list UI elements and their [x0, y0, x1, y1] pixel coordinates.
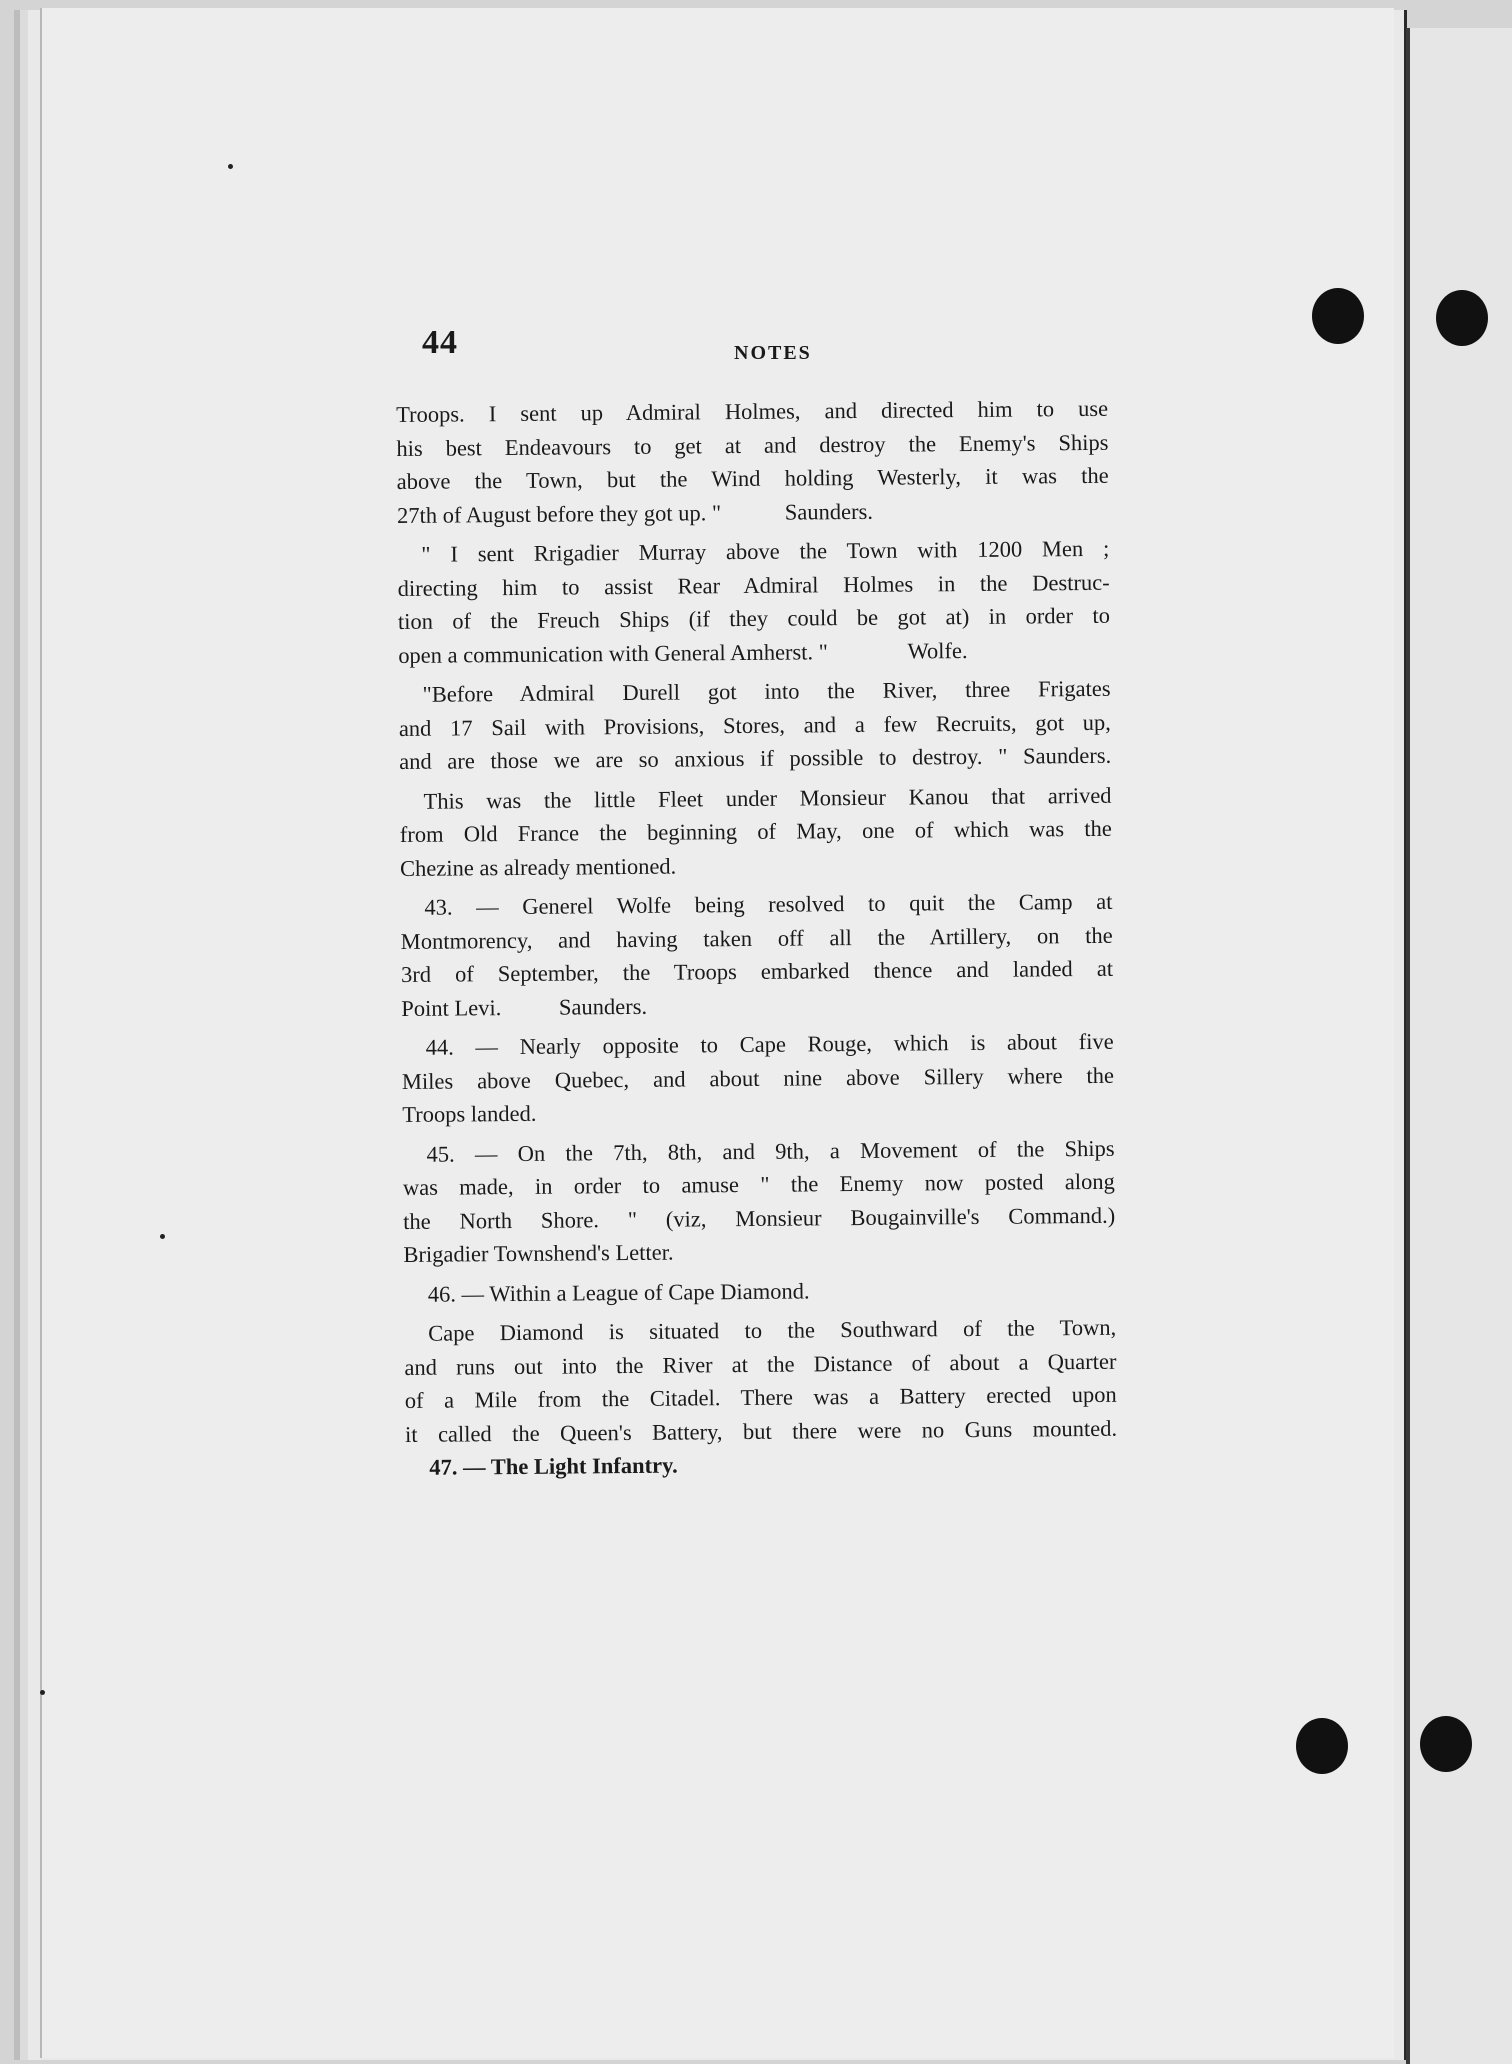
- attribution: Saunders.: [558, 993, 648, 1020]
- text-fragment: Point Levi.: [401, 994, 502, 1021]
- notes-body: [396, 392, 1117, 1485]
- text-line: "Before Admiral Durell got into the River, three Frigates: [422, 675, 1111, 707]
- text-line: and 17 Sail with Provisions, Stores, and a few Recruits, got up,: [398, 709, 1111, 741]
- running-head: NOTES: [734, 342, 812, 364]
- text-line: " I sent Rrigadier Murray above the Town with 1200 Men ;: [421, 535, 1110, 567]
- text-line: from Old France the beginning of May, one of which was the: [399, 815, 1112, 847]
- text-fragment: open a communication with General Amherst. ": [398, 638, 829, 668]
- text-line: This was the little Fleet under Monsieur Kanou that arrived: [423, 782, 1112, 814]
- text-line: directing him to assist Rear Admiral Holmes in the Destruc-: [397, 569, 1110, 601]
- text-line: 3rd of September, the Troops embarked thence and landed at: [400, 955, 1114, 987]
- text-line: the North Shore. " (viz, Monsieur Bougainville's Command.): [403, 1202, 1116, 1234]
- text-line: 43. — Generel Wolfe being resolved to quit the Camp at: [424, 888, 1113, 920]
- text-line: Miles above Quebec, and about nine above Sillery where the: [401, 1062, 1115, 1094]
- text-line: and runs out into the River at the Distance of about a Quarter: [404, 1348, 1117, 1380]
- binder-hole-icon: [1312, 288, 1364, 344]
- text-line: Brigadier Townshend's Letter.: [403, 1239, 674, 1267]
- attribution: Wolfe.: [907, 637, 968, 664]
- text-line: tion of the Freuch Ships (if they could be got at) in order to: [397, 602, 1111, 634]
- text-line: 44. — Nearly opposite to Cape Rouge, which is about five: [425, 1028, 1114, 1060]
- text-line: was made, in order to amuse " the Enemy now posted along: [402, 1168, 1115, 1200]
- text-line: and are those we are so anxious if possible to destroy. " Saunders.: [399, 742, 1112, 774]
- text-line: above the Town, but the Wind holding Westerly, it was the: [396, 462, 1109, 494]
- ink-speck: [228, 164, 233, 169]
- binder-hole-icon: [1436, 290, 1488, 346]
- text-line: [397, 492, 1109, 532]
- text-line: [398, 632, 1110, 672]
- text-line: Montmorency, and having taken off all the Artillery, on the: [400, 922, 1113, 954]
- text-line: Chezine as already mentioned.: [399, 853, 677, 881]
- text-line: it called the Queen's Battery, but there were no Guns mounted.: [404, 1415, 1118, 1447]
- text-line: Cape Diamond is situated to the Southward of the Town,: [428, 1314, 1117, 1346]
- text-line: 45. — On the 7th, 8th, and 9th, a Movement of the Ships: [426, 1135, 1115, 1167]
- text-line: his best Endeavours to get at and destroy the Enemy's Ships: [396, 429, 1109, 461]
- ink-speck: [40, 1690, 45, 1695]
- text-fragment: 27th of August before they got up. ": [396, 499, 722, 528]
- binder-hole-icon: [1296, 1718, 1348, 1774]
- text-line: Troops landed.: [402, 1100, 537, 1127]
- attribution: Saunders.: [784, 498, 874, 525]
- text-line: [401, 985, 1113, 1025]
- text-line: of a Mile from the Citadel. There was a Battery erected upon: [404, 1381, 1117, 1413]
- text-line: 46. — Within a League of Cape Diamond.: [427, 1277, 810, 1307]
- binder-hole-icon: [1420, 1716, 1472, 1772]
- page-number: 44: [422, 324, 458, 361]
- ink-speck: [160, 1234, 165, 1239]
- text-line: Troops. I sent up Admiral Holmes, and directed him to use: [396, 395, 1109, 427]
- text-line: 47. — The Light Infantry.: [429, 1452, 678, 1480]
